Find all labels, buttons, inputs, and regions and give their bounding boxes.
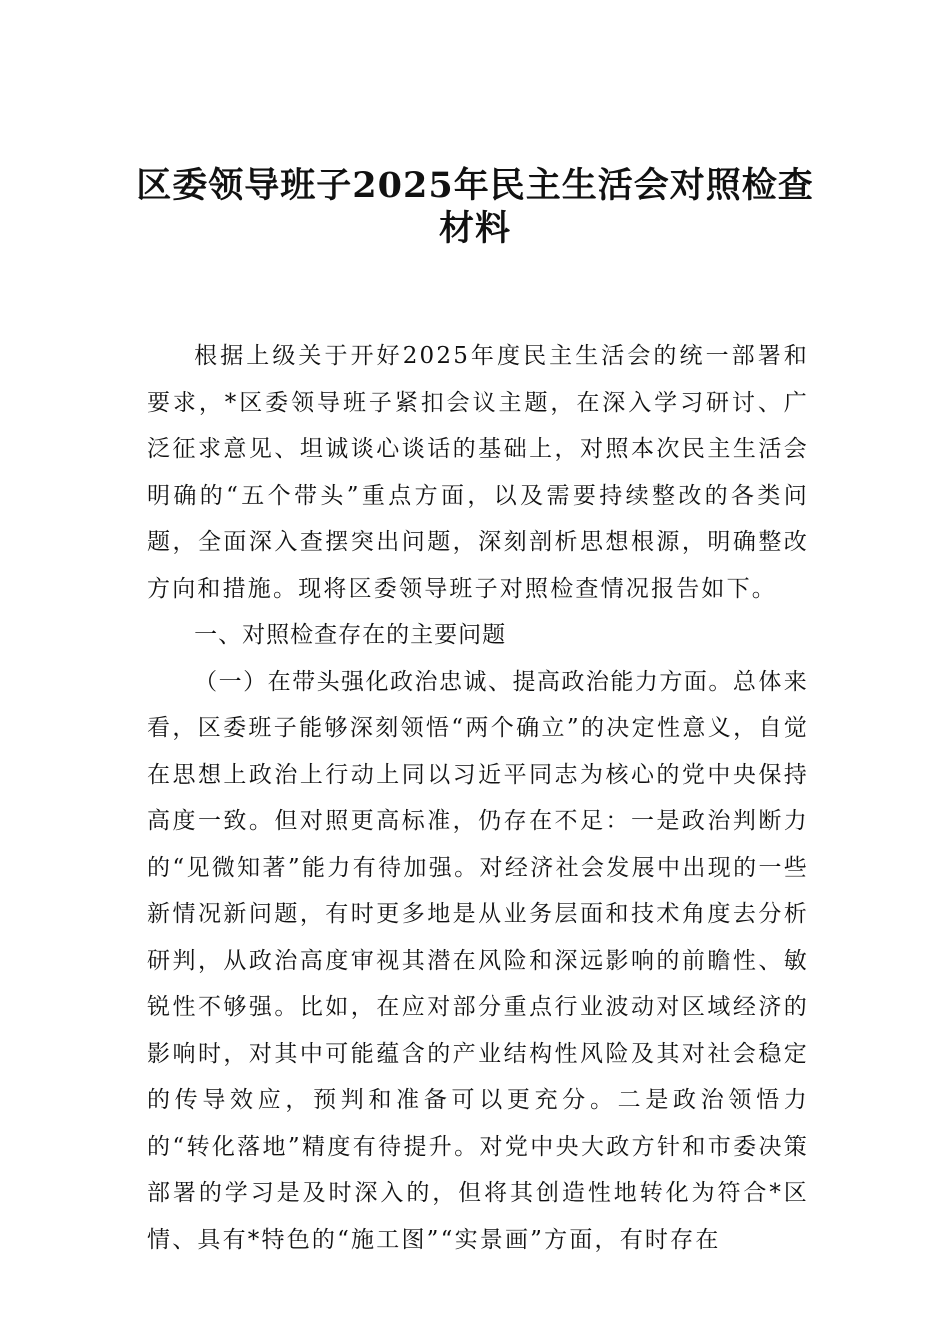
subsection-body: 总体来看，区委班子能够深刻领悟“两个确立”的决定性意义，自觉在思想上政治上行动上同以习近平同志为核心的党中央保持高度一致。但对照更高标准，仍存在不足：一是政治判断力的“见微知著”能力有待加强。对经济社会发展中出现的一些新情况新问题，有时更多地是从业务层面和技术角度去分析研判，从政治高度审视其潜在风险和深远影响的前瞻性、敏锐性不够强。比如，在应对部分重点行业波动对区域经济的影响时，对其中可能蕴含的产业结构性风险及其对社会稳定的传导效应，预判和准备可以更充分。二是政治领悟力的“转化落地”精度有待提升。对党中央大政方针和市委决策部署的学习是及时深入的，但将其创造性地转化为符合*区情、具有*特色的“施工图”“实景画”方面，有时存在 [147,668,809,1253]
document-title-line-2: 材料 [438,208,511,249]
section-heading: 一、对照检查存在的主要问题 [194,622,507,648]
subsection-paragraph [147,659,809,1264]
subsection-heading: （一）在带头强化政治忠诚、提高政治能力方面。 [194,668,733,695]
document-body [147,333,809,1263]
document-title-line-1: 区委领导班子2025年民主生活会对照检查 [136,165,814,206]
intro-paragraph: 根据上级关于开好2025年度民主生活会的统一部署和要求，*区委领导班子紧扣会议主题，在深入学习研讨、广泛征求意见、坦诚谈心谈话的基础上，对照本次民主生活会明确的“五个带头”重点方面，以及需要持续整改的各类问题，全面深入查摆突出问题，深刻剖析思想根源，明确整改方向和措施。现将区委领导班子对照检查情况报告如下。 [147,343,809,602]
